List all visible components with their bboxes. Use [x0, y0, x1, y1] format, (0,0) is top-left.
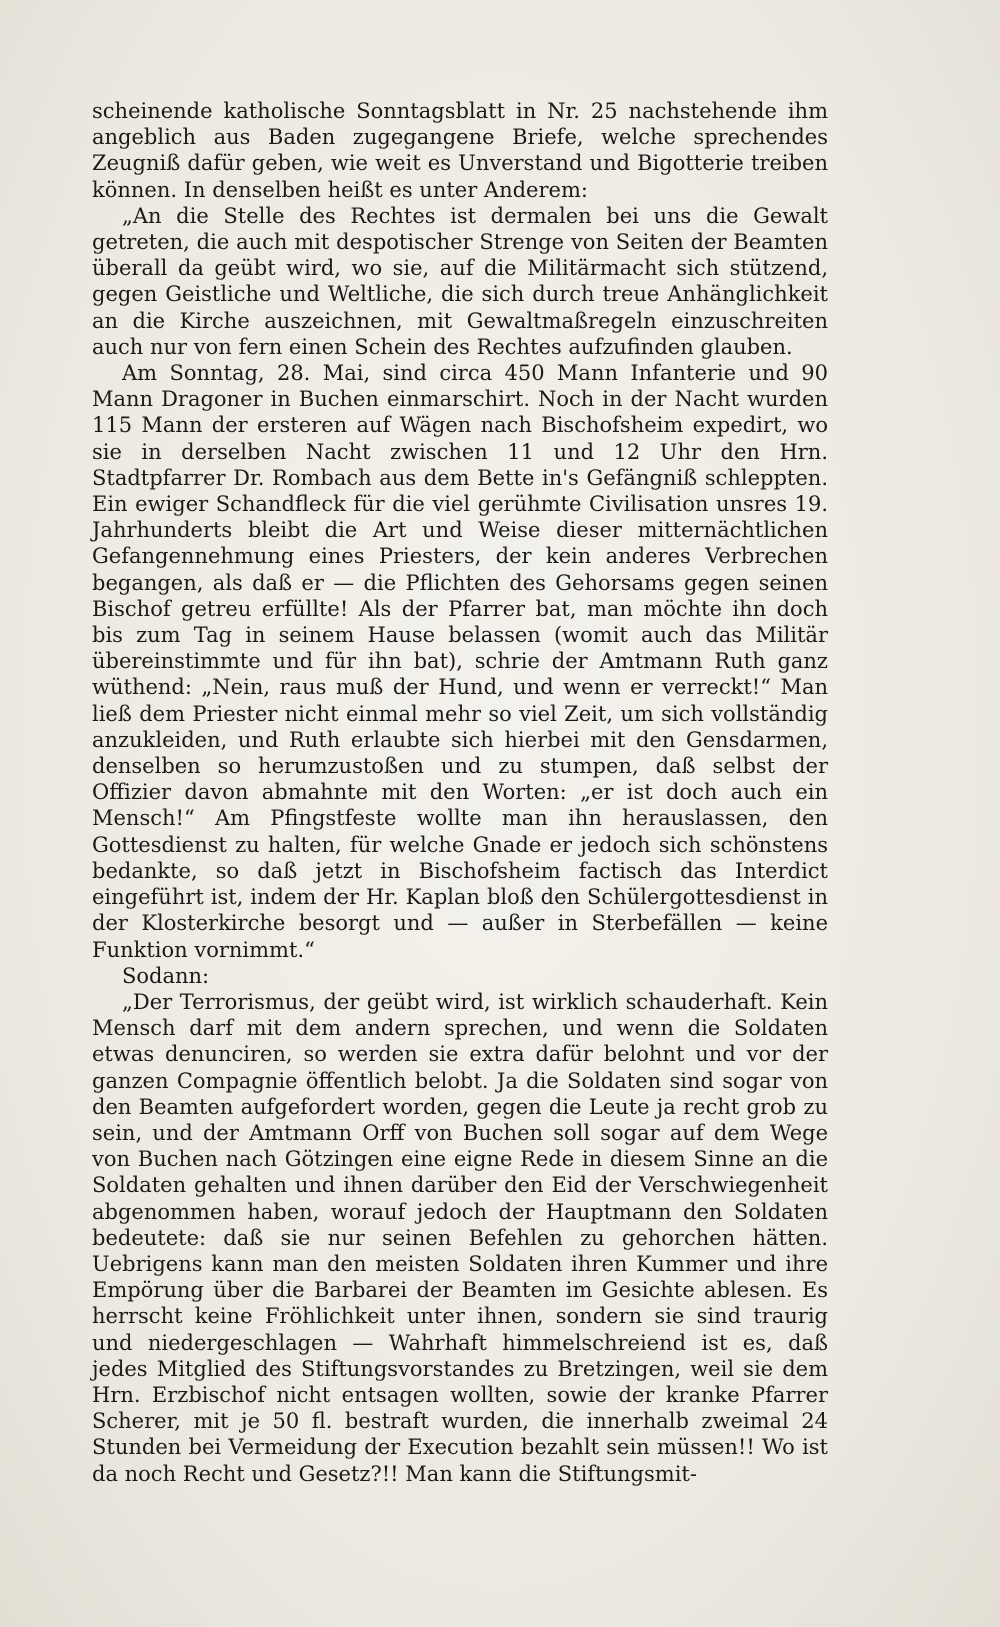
text-column: [92, 98, 828, 1487]
paragraph-continuation: scheinende katholische Sonntagsblatt in Nr. 25 nachstehende ihm angeblich aus Baden zugegangene Briefe, welche sprechendes Zeugniß dafür geben, wie weit es Unverstand und Bigotterie treiben können. In denselben heißt es unter Anderem:: [92, 99, 828, 202]
paragraph-terrorism: „Der Terrorismus, der geübt wird, ist wirklich schauderhaft. Kein Mensch darf mit dem andern sprechen, und wenn die Soldaten etwas denunciren, so werden sie extra dafür belohnt und vor der ganzen Compagnie öffentlich belobt. Ja die Soldaten sind sogar von den Beamten aufgefordert worden, gegen die Leute ja recht grob zu sein, und der Amtmann Orff von Buchen soll sogar auf dem Wege von Buchen nach Götzingen eine eigne Rede in diesem Sinne an die Soldaten gehalten und ihnen darüber den Eid der Verschwiegenheit abgenommen haben, worauf jedoch der Hauptmann den Soldaten bedeutete: daß sie nur seinen Befehlen zu gehorchen hätten. Uebrigens kann man den meisten Soldaten ihren Kummer und ihre Empörung über die Barbarei der Beamten im Gesichte ablesen. Es herrscht keine Fröhlichkeit unter ihnen, sondern sie sind traurig und niedergeschlagen — Wahrhaft himmelschreiend ist es, daß jedes Mitglied des Stiftungsvorstandes zu Bretzingen, weil sie dem Hrn. Erzbischof nicht entsagen wollten, sowie der kranke Pfarrer Scherer, mit je 50 fl. bestraft wurden, die innerhalb zweimal 24 Stunden bei Vermeidung der Execution bezahlt sein müssen!! Wo ist da noch Recht und Gesetz?!! Man kann die Stiftungsmit-: [92, 989, 828, 1486]
paragraph-sodann: Sodann:: [122, 963, 210, 988]
paragraph-quote-law: „An die Stelle des Rechtes ist dermalen bei uns die Gewalt getreten, die auch mit despotischer Strenge von Seiten der Beamten überall da geübt wird, wo sie, auf die Militärmacht sich stützend, gegen Geistliche und Weltliche, die sich durch treue Anhänglichkeit an die Kirche auszeichnen, mit Gewaltmaßregeln einzuschreiten auch nur von fern einen Schein des Rechtes aufzufinden glauben.: [92, 203, 828, 359]
paragraph-sunday-report: Am Sonntag, 28. Mai, sind circa 450 Mann Infanterie und 90 Mann Dragoner in Buchen einmarschirt. Noch in der Nacht wurden 115 Mann der ersteren auf Wägen nach Bischofsheim expedirt, wo sie in derselben Nacht zwischen 11 und 12 Uhr den Hrn. Stadtpfarrer Dr. Rombach aus dem Bette in's Gefängniß schleppten. Ein ewiger Schandfleck für die viel gerühmte Civilisation unsres 19. Jahrhunderts bleibt die Art und Weise dieser mitternächtlichen Gefangennehmung eines Priesters, der kein anderes Verbrechen begangen, als daß er — die Pflichten des Gehorsams gegen seinen Bischof getreu erfüllte! Als der Pfarrer bat, man möchte ihn doch bis zum Tag in seinem Hause belassen (womit auch das Militär übereinstimmte und für ihn bat), schrie der Amtmann Ruth ganz wüthend: „Nein, raus muß der Hund, und wenn er verreckt!“ Man ließ dem Priester nicht einmal mehr so viel Zeit, um sich vollständig anzukleiden, und Ruth erlaubte sich hierbei mit den Gensdarmen, denselben so herumzustoßen und zu stumpen, daß selbst der Offizier davon abmahnte mit den Worten: „er ist doch auch ein Mensch!“ Am Pfingstfeste wollte man ihn herauslassen, den Gottesdienst zu halten, für welche Gnade er jedoch sich schönstens bedankte, so daß jetzt in Bischofsheim factisch das Interdict eingeführt ist, indem der Hr. Kaplan bloß den Schülergottesdienst in der Klosterkirche besorgt und — außer in Sterbefällen — keine Funktion vornimmt.“: [92, 361, 828, 962]
